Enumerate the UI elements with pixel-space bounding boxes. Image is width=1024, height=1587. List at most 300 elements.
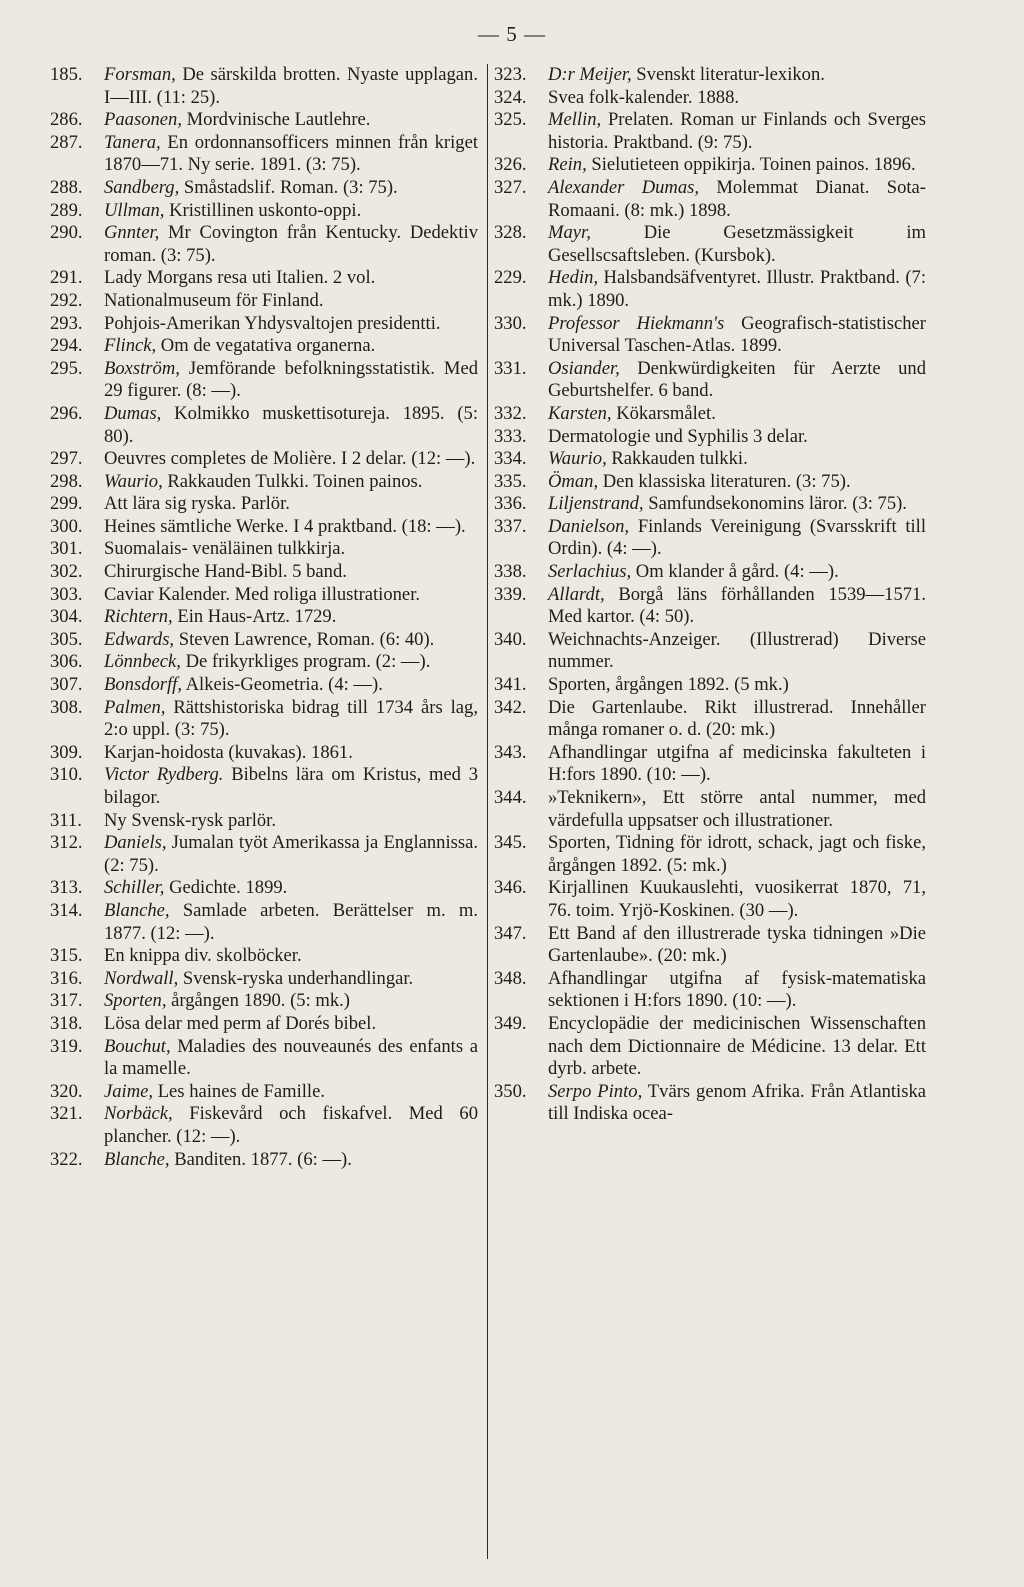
entry-text: [104, 335, 478, 358]
entry-text: [548, 1013, 926, 1081]
entry-number: 341.: [494, 674, 527, 696]
entry-author: Waurio,: [548, 448, 607, 470]
catalog-entry: [50, 968, 478, 991]
catalog-entry: [494, 629, 926, 674]
entry-title: Kökarsmålet.: [611, 402, 716, 424]
entry-title: De särskilda brotten. Nyaste upplagan. I—III. (11: 25).: [104, 64, 478, 108]
entry-text: [104, 448, 478, 471]
catalog-entry: [50, 1036, 478, 1081]
entry-title: Karjan-hoidosta (kuvakas). 1861.: [104, 741, 353, 763]
entry-title: Ny Svensk-rysk parlör.: [104, 809, 276, 831]
entry-author: Jaime,: [104, 1080, 154, 1102]
entry-number: 323.: [494, 64, 527, 85]
entry-title: Borgå läns förhållanden 1539—1571. Med kartor. (4: 50).: [548, 583, 926, 628]
entry-title: Pohjois-Amerikan Yhdysvaltojen presidentti.: [104, 312, 441, 334]
entry-author: Palmen,: [104, 696, 166, 718]
entry-author: Karsten,: [548, 402, 612, 424]
catalog-entry: [50, 606, 478, 629]
entry-text: [104, 200, 478, 223]
catalog-entry: [494, 1081, 926, 1126]
catalog-entry: [494, 877, 926, 922]
entry-title: Svea folk-kalender. 1888.: [548, 86, 740, 108]
entry-text: [548, 109, 926, 154]
entry-title: Ein Haus-Artz. 1729.: [172, 606, 337, 628]
catalog-entry: [494, 403, 926, 426]
entry-text: [104, 990, 478, 1013]
entry-text: [548, 787, 926, 832]
entry-text: [104, 222, 478, 267]
entry-number: 314.: [50, 899, 83, 921]
entry-title: Die Gartenlaube. Rikt illustrerad. Innehåller många romaner o. d. (20: mk.): [548, 696, 926, 741]
entry-author: Daniels,: [104, 832, 167, 854]
catalog-entry: [50, 335, 478, 358]
entry-title: Die Gesetzmässigkeit im Gesellscsaftsleben. (Kursbok).: [548, 222, 926, 266]
entry-author: Edwards,: [104, 628, 175, 650]
entry-number: 336.: [494, 493, 527, 515]
entry-text: [104, 764, 478, 809]
entry-title: Kolmikko muskettisotureja. 1895. (5: 80).: [104, 402, 478, 447]
catalog-entry: [494, 222, 926, 267]
entry-author: Professor Hiekmann's: [548, 312, 725, 334]
entry-title: Rakkauden tulkki.: [606, 448, 748, 470]
catalog-entry: [494, 1013, 926, 1081]
entry-author: Blanche,: [104, 1148, 170, 1170]
entry-title: Kirjallinen Kuukauslehti, vuosikerrat 1870, 71, 76. toim. Yrjö-Koskinen. (30 —).: [548, 877, 926, 921]
entry-author: Victor Rydberg.: [104, 764, 224, 786]
entry-text: [104, 471, 478, 494]
entry-text: [548, 222, 926, 267]
entry-number: 330.: [494, 312, 527, 334]
entry-number: 344.: [494, 787, 527, 808]
entry-title: Weichnachts-Anzeiger. (Illustrerad) Diverse nummer.: [548, 628, 926, 673]
entry-number: 322.: [50, 1148, 83, 1170]
catalog-entry: [50, 493, 478, 516]
entry-text: [104, 810, 478, 833]
entry-number: 288.: [50, 176, 83, 198]
entry-text: [104, 945, 478, 968]
entry-text: [548, 742, 926, 787]
catalog-entry: [50, 358, 478, 403]
entry-text: [104, 290, 478, 313]
entry-title: Lösa delar med perm af Dorés bibel.: [104, 1012, 377, 1034]
entry-title: Molemmat Dianat. Sota-Romaani. (8: mk.) 1898.: [548, 176, 926, 221]
entry-author: Tanera,: [104, 131, 161, 153]
entry-author: Forsman,: [104, 64, 176, 85]
entry-title: Banditen. 1877. (6: —).: [169, 1148, 352, 1170]
entry-number: 293.: [50, 312, 83, 334]
catalog-entry: [50, 1149, 478, 1172]
entry-author: Bonsdorff,: [104, 674, 182, 696]
entry-text: [548, 493, 926, 516]
entry-author: Allardt,: [548, 583, 605, 605]
entry-text: [548, 313, 926, 358]
entry-text: [104, 561, 478, 584]
catalog-entry: [494, 697, 926, 742]
entry-number: 342.: [494, 696, 527, 718]
entry-author: Rein,: [548, 154, 587, 176]
entry-text: [104, 358, 478, 403]
entry-text: [104, 403, 478, 448]
entry-text: [104, 651, 478, 674]
entry-author: Lönnbeck,: [104, 651, 181, 673]
entry-title: Alkeis-Geometria. (4: —).: [182, 674, 383, 696]
entry-text: [548, 1081, 926, 1126]
entry-number: 294.: [50, 335, 83, 357]
entry-number: 307.: [50, 674, 83, 696]
catalog-entry: [494, 87, 926, 110]
catalog-entry: [494, 832, 926, 877]
catalog-entry: [494, 267, 926, 312]
entry-title: Afhandlingar utgifna af fysisk-matematiska sektionen i H:fors 1890. (10: —).: [548, 967, 926, 1012]
entry-title: Caviar Kalender. Med roliga illustrationer.: [104, 583, 421, 605]
entry-title: Geografisch-statistischer Universal Taschen-Atlas. 1899.: [548, 312, 926, 357]
catalog-entry: [494, 923, 926, 968]
entry-number: 348.: [494, 967, 527, 989]
entry-title: Jemförande befolkningsstatistik. Med 29 figurer. (8: —).: [104, 357, 478, 402]
entry-text: [104, 132, 478, 177]
catalog-entry: [50, 651, 478, 674]
catalog-entry: [50, 561, 478, 584]
entry-title: Nationalmuseum för Finland.: [104, 289, 324, 311]
entry-title: Oeuvres completes de Molière. I 2 delar. (12: —).: [104, 448, 476, 470]
catalog-entry: [50, 990, 478, 1013]
catalog-entry: [494, 584, 926, 629]
entry-text: [104, 968, 478, 991]
entry-number: 312.: [50, 832, 83, 854]
entry-number: 316.: [50, 967, 83, 989]
entry-number: 324.: [494, 86, 527, 108]
entry-text: [548, 403, 926, 426]
catalog-entry: [494, 154, 926, 177]
entry-text: [548, 832, 926, 877]
entry-text: [104, 606, 478, 629]
entry-title: Steven Lawrence, Roman. (6: 40).: [174, 628, 435, 650]
entry-text: [548, 358, 926, 403]
entry-text: [104, 629, 478, 652]
catalog-entry: [50, 832, 478, 877]
catalog-entry: [494, 561, 926, 584]
entry-number: 289.: [50, 199, 83, 221]
entry-text: [548, 154, 926, 177]
catalog-entry: [50, 200, 478, 223]
catalog-entry: [494, 787, 926, 832]
entry-number: 337.: [494, 515, 527, 537]
entry-title: Encyclopädie der medicinischen Wissenschaften nach dem Dictionnaire de Médicine. 13 delar. Ett dyrb. arbete.: [548, 1012, 926, 1080]
entry-title: Denkwürdigkeiten für Aerzte und Geburtshelfer. 6 band.: [548, 357, 926, 402]
entry-title: Finlands Vereinigung (Svarsskrift till Ordin). (4: —).: [548, 515, 926, 560]
entry-number: 302.: [50, 561, 83, 583]
entry-number: 331.: [494, 357, 527, 379]
entry-title: Bibelns lära om Kristus, med 3 bilagor.: [104, 764, 478, 808]
entry-title: Mordvinische Lautlehre.: [181, 109, 371, 131]
entry-number: 347.: [494, 922, 527, 944]
entry-text: [104, 267, 478, 290]
entry-number: 319.: [50, 1035, 83, 1057]
entry-title: Lady Morgans resa uti Italien. 2 vol.: [104, 267, 376, 289]
column-divider: [487, 64, 488, 1559]
entry-title: Jumalan työt Amerikassa ja Englannissa. (2: 75).: [104, 832, 478, 876]
entry-author: Dumas,: [104, 402, 162, 424]
entry-author: Serpo Pinto,: [548, 1080, 643, 1102]
entry-text: [104, 697, 478, 742]
entry-title: Svenskt literatur-lexikon.: [631, 64, 825, 85]
catalog-entry: [50, 109, 478, 132]
catalog-entry: [50, 538, 478, 561]
entry-title: Samlade arbeten. Berättelser m. m. 1877. (12: —).: [104, 899, 478, 944]
catalog-entry: [50, 177, 478, 200]
catalog-entry: [50, 471, 478, 494]
entry-number: 290.: [50, 222, 83, 244]
catalog-entry: [494, 742, 926, 787]
entry-number: 338.: [494, 561, 527, 583]
entry-title: Sielutieteen oppikirja. Toinen painos. 1896.: [586, 154, 916, 176]
entry-text: [548, 584, 926, 629]
catalog-entry: [50, 1081, 478, 1104]
entry-title: Samfundsekonomins läror. (3: 75).: [643, 493, 907, 515]
entry-text: [104, 742, 478, 765]
entry-author: D:r Meijer,: [548, 64, 632, 85]
catalog-entry: [50, 697, 478, 742]
entry-number: 295.: [50, 357, 83, 379]
entry-title: Les haines de Famille.: [153, 1080, 325, 1102]
entry-text: [548, 629, 926, 674]
entry-title: Svensk-ryska underhandlingar.: [178, 967, 414, 989]
catalog-entry: [494, 968, 926, 1013]
entry-text: [548, 177, 926, 222]
entry-title: Kristillinen uskonto-oppi.: [164, 199, 362, 221]
entry-number: 310.: [50, 764, 83, 786]
entry-number: 334.: [494, 448, 527, 470]
entry-title: Om klander å gård. (4: —).: [631, 561, 839, 583]
entry-number: 321.: [50, 1103, 83, 1125]
entry-title: årgången 1890. (5: mk.): [166, 990, 350, 1012]
entry-text: [104, 109, 478, 132]
entry-author: Serlachius,: [548, 561, 632, 583]
entry-author: Waurio,: [104, 470, 163, 492]
catalog-entry: [494, 516, 926, 561]
entry-number: 343.: [494, 741, 527, 763]
entry-title: Mr Covington från Kentucky. Dedektiv roman. (3: 75).: [104, 222, 478, 266]
entry-title: Sporten, årgången 1892. (5 mk.): [548, 674, 789, 696]
entry-author: Blanche,: [104, 899, 170, 921]
catalog-entry: [50, 877, 478, 900]
catalog-entry: [50, 313, 478, 336]
catalog-entry: [50, 222, 478, 267]
left-column: [50, 64, 478, 1171]
entry-number: 305.: [50, 628, 83, 650]
entry-text: [104, 900, 478, 945]
entry-text: [104, 313, 478, 336]
entry-text: [104, 1036, 478, 1081]
entry-author: Alexander Dumas,: [548, 176, 700, 198]
catalog-entry: [494, 109, 926, 154]
catalog-entry: [494, 493, 926, 516]
entry-text: [548, 516, 926, 561]
entry-title: Rättshistoriska bidrag till 1734 års lag, 2:o uppl. (3: 75).: [104, 696, 478, 741]
entry-number: 327.: [494, 176, 527, 198]
entry-text: [548, 561, 926, 584]
catalog-entry: [494, 448, 926, 471]
entry-number: 332.: [494, 402, 527, 424]
entry-number: 346.: [494, 877, 527, 899]
entry-text: [548, 674, 926, 697]
entry-text: [548, 697, 926, 742]
entry-title: Prelaten. Roman ur Finlands och Sverges historia. Praktband. (9: 75).: [548, 109, 926, 153]
entry-author: Danielson,: [548, 515, 630, 537]
catalog-entry: [494, 64, 926, 87]
entry-text: [104, 584, 478, 607]
catalog-entry: [50, 945, 478, 968]
catalog-entry: [50, 742, 478, 765]
entry-title: Halsbandsäfventyret. Illustr. Praktband. (7: mk.) 1890.: [548, 267, 926, 311]
entry-title: Att lära sig ryska. Parlör.: [104, 493, 290, 515]
entry-number: 299.: [50, 493, 83, 515]
entry-title: Dermatologie und Syphilis 3 delar.: [548, 425, 808, 447]
entry-number: 308.: [50, 696, 83, 718]
entry-number: 301.: [50, 538, 83, 560]
entry-number: 339.: [494, 583, 527, 605]
catalog-entry: [494, 358, 926, 403]
entry-number: 313.: [50, 877, 83, 899]
entry-number: 349.: [494, 1012, 527, 1034]
entry-text: [548, 87, 926, 110]
entry-text: [548, 923, 926, 968]
entry-number: 350.: [494, 1080, 527, 1102]
entry-text: [104, 1103, 478, 1148]
right-column: [494, 64, 926, 1126]
entry-text: [104, 1149, 478, 1172]
entry-author: Paasonen,: [104, 109, 182, 131]
entry-author: Gnnter,: [104, 222, 160, 244]
entry-text: [548, 64, 926, 87]
entry-title: Heines sämtliche Werke. I 4 praktband. (18: —).: [104, 515, 466, 537]
entry-author: Schiller,: [104, 877, 165, 899]
entry-number: 318.: [50, 1012, 83, 1034]
catalog-entry: [494, 313, 926, 358]
catalog-entry: [50, 629, 478, 652]
entry-number: 300.: [50, 515, 83, 537]
entry-text: [104, 516, 478, 539]
catalog-entry: [50, 900, 478, 945]
catalog-entry: [494, 674, 926, 697]
catalog-entry: [50, 674, 478, 697]
entry-title: En knippa div. skolböcker.: [104, 945, 302, 967]
entry-number: 340.: [494, 628, 527, 650]
entry-title: »Teknikern», Ett större antal nummer, med värdefulla uppsatser och illustrationer.: [548, 787, 926, 831]
catalog-entry: [50, 516, 478, 539]
entry-title: Gedichte. 1899.: [164, 877, 288, 899]
entry-text: [548, 877, 926, 922]
entry-author: Richtern,: [104, 606, 173, 628]
entry-author: Flinck,: [104, 335, 157, 357]
entry-author: Bouchut,: [104, 1035, 171, 1057]
entry-text: [104, 493, 478, 516]
entry-author: Nordwall,: [104, 967, 179, 989]
entry-author: Hedin,: [548, 267, 599, 289]
entry-author: Osiander,: [548, 357, 620, 379]
entry-text: [548, 426, 926, 449]
entry-title: Tvärs genom Afrika. Från Atlantiska till Indiska ocea-: [548, 1080, 926, 1125]
catalog-entry: [50, 1103, 478, 1148]
entry-text: [548, 448, 926, 471]
entry-number: 286.: [50, 109, 83, 131]
entry-author: Mellin,: [548, 109, 602, 131]
entry-title: Maladies des nouveaunés des enfants a la mamelle.: [104, 1035, 478, 1080]
entry-number: 315.: [50, 945, 83, 967]
entry-number: 325.: [494, 109, 527, 131]
entry-number: 287.: [50, 131, 83, 153]
entry-number: 292.: [50, 289, 83, 311]
entry-text: [104, 64, 478, 109]
entry-number: 326.: [494, 154, 527, 176]
entry-number: 298.: [50, 470, 83, 492]
catalog-entry: [50, 132, 478, 177]
entry-number: 335.: [494, 470, 527, 492]
entry-number: 345.: [494, 832, 527, 854]
entry-author: Mayr,: [548, 222, 591, 244]
entry-title: De frikyrkliges program. (2: —).: [180, 651, 431, 673]
entry-author: Öman,: [548, 470, 599, 492]
catalog-entry: [50, 290, 478, 313]
catalog-entry: [50, 64, 478, 109]
catalog-entry: [50, 1013, 478, 1036]
entry-number: 291.: [50, 267, 83, 289]
entry-text: [548, 267, 926, 312]
entry-number: 328.: [494, 222, 527, 244]
entry-author: Liljenstrand,: [548, 493, 644, 515]
entry-number: 311.: [50, 809, 82, 831]
entry-text: [104, 1081, 478, 1104]
entry-number: 320.: [50, 1080, 83, 1102]
entry-author: Ullman,: [104, 199, 165, 221]
entry-number: 306.: [50, 651, 83, 673]
entry-title: Suomalais- venäläinen tulkkirja.: [104, 538, 346, 560]
entry-number: 229.: [494, 267, 527, 289]
catalog-entry: [50, 764, 478, 809]
entry-title: Den klassiska literaturen. (3: 75).: [598, 470, 851, 492]
entry-number: 303.: [50, 583, 83, 605]
page-number: — 5 —: [478, 22, 546, 46]
entry-text: [548, 471, 926, 494]
entry-text: [104, 538, 478, 561]
entry-title: Ett Band af den illustrerade tyska tidningen »Die Gartenlaube». (20: mk.): [548, 922, 926, 967]
entry-author: Sandberg,: [104, 176, 180, 198]
entry-number: 296.: [50, 402, 83, 424]
entry-number: 317.: [50, 990, 83, 1012]
entry-number: 309.: [50, 741, 83, 763]
catalog-entry: [50, 267, 478, 290]
catalog-entry: [494, 471, 926, 494]
catalog-entry: [50, 584, 478, 607]
entry-title: Om de vegatativa organerna.: [156, 335, 376, 357]
entry-author: Norbäck,: [104, 1103, 173, 1125]
entry-number: 297.: [50, 448, 83, 470]
entry-text: [548, 968, 926, 1013]
entry-author: Boxström,: [104, 357, 180, 379]
catalog-entry: [50, 810, 478, 833]
entry-title: Rakkauden Tulkki. Toinen painos.: [162, 470, 423, 492]
entry-title: En ordonnansofficers minnen från kriget 1870—71. Ny serie. 1891. (3: 75).: [104, 131, 478, 176]
catalog-entry: [494, 177, 926, 222]
catalog-entry: [50, 448, 478, 471]
entry-number: 304.: [50, 606, 83, 628]
entry-text: [104, 177, 478, 200]
catalog-entry: [494, 426, 926, 449]
entry-title: Sporten, Tidning för idrott, schack, jagt och fiske, årgången 1892. (5: mk.): [548, 832, 926, 876]
entry-text: [104, 877, 478, 900]
entry-text: [104, 674, 478, 697]
entry-number: 185.: [50, 64, 83, 85]
